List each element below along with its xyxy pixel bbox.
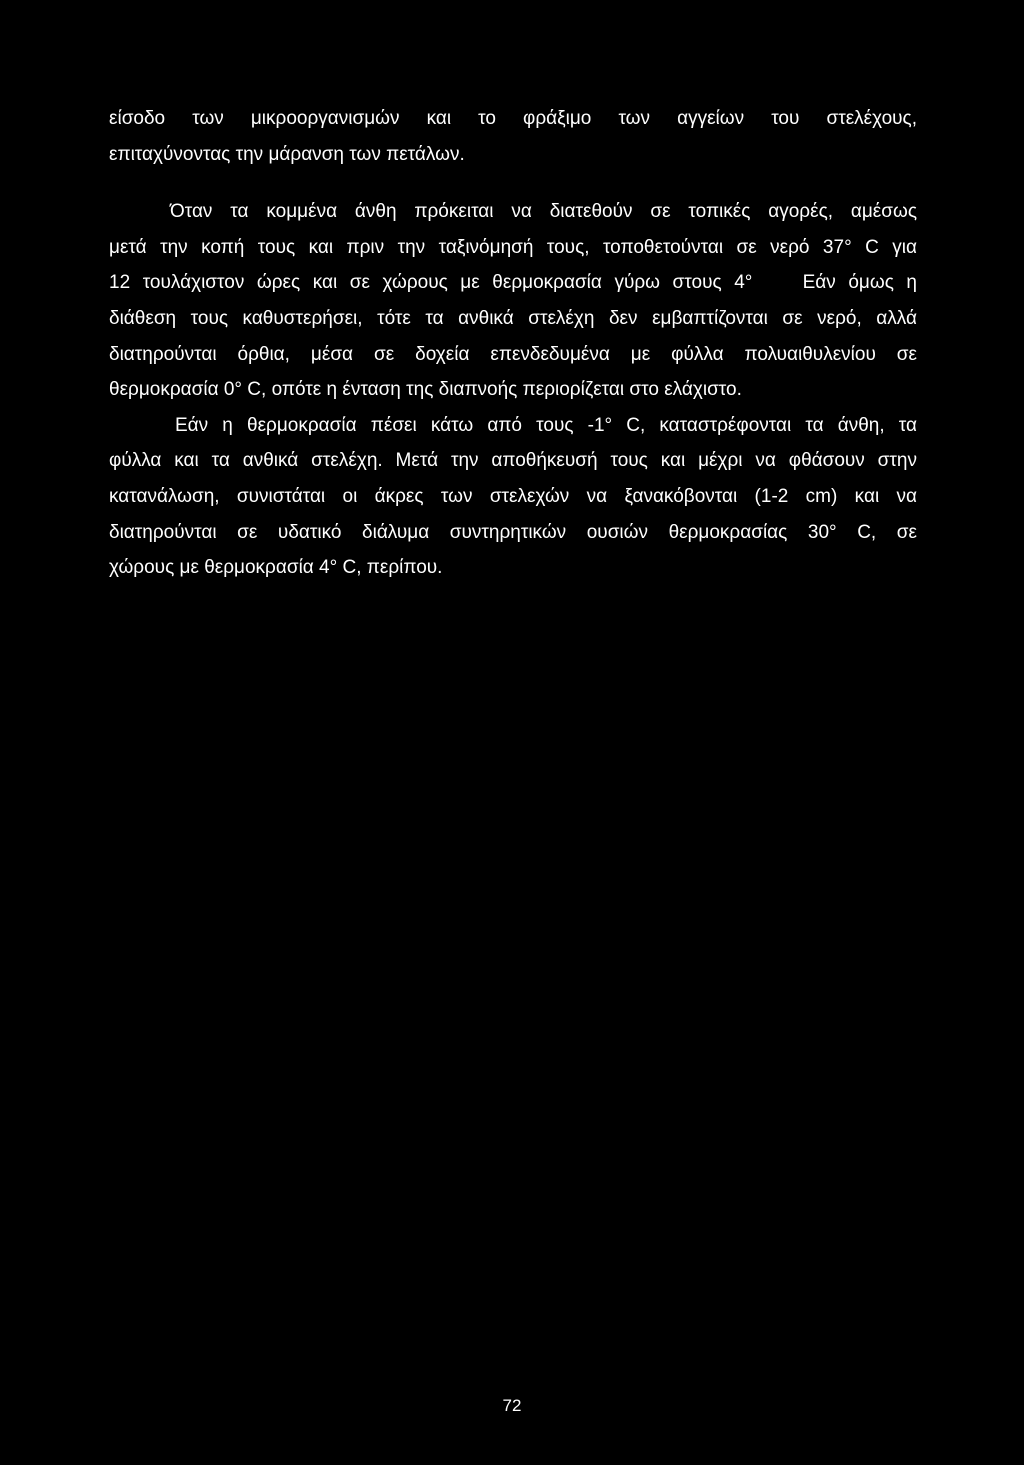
text-line: θερμοκρασία 0° C, οπότε η ένταση της διαπνοής περιορίζεται στο ελάχιστο. <box>109 379 742 401</box>
paragraph-1 <box>109 101 917 172</box>
paragraph-2 <box>109 194 917 408</box>
text-line: χώρους με θερμοκρασία 4° C, περίπου. <box>109 557 443 579</box>
paragraph-gap <box>109 172 917 194</box>
body-text <box>109 101 917 586</box>
text-line: διάθεση τους καθυστερήσει, τότε τα ανθικά στελέχη δεν εμβαπτίζονται σε νερό, αλλά <box>109 307 917 329</box>
text-line: Όταν τα κομμένα άνθη πρόκειται να διατεθούν σε τοπικές αγορές, αμέσως <box>170 201 917 223</box>
text-line: Εάν η θερμοκρασία πέσει κάτω από τους -1° C, καταστρέφονται τα άνθη, τα <box>175 414 917 436</box>
text-line: επιταχύνοντας την μάρανση των πετάλων. <box>109 143 465 165</box>
text-line: διατηρούνται σε υδατικό διάλυμα συντηρητικών ουσιών θερμοκρασίας 30° C, σε <box>109 521 917 543</box>
text-line: κατανάλωση, συνιστάται οι άκρες των στελεχών να ξανακόβονται (1-2 cm) και να <box>109 485 917 507</box>
text-line: 12 τουλάχιστον ώρες και σε χώρους με θερμοκρασία γύρω στους 4° Εάν όμως η <box>109 272 917 294</box>
text-line: μετά την κοπή τους και πριν την ταξινόμησή τους, τοποθετούνται σε νερό 37° C για <box>109 236 917 258</box>
text-line: φύλλα και τα ανθικά στελέχη. Μετά την αποθήκευσή τους και μέχρι να φθάσουν στην <box>109 450 917 472</box>
paragraph-3 <box>109 408 917 586</box>
text-line: είσοδο των μικροοργανισμών και το φράξιμο των αγγείων του στελέχους, <box>109 108 917 129</box>
page-number: 72 <box>502 1396 522 1415</box>
text-line: διατηρούνται όρθια, μέσα σε δοχεία επενδεδυμένα με φύλλα πολυαιθυλενίου σε <box>109 343 917 365</box>
